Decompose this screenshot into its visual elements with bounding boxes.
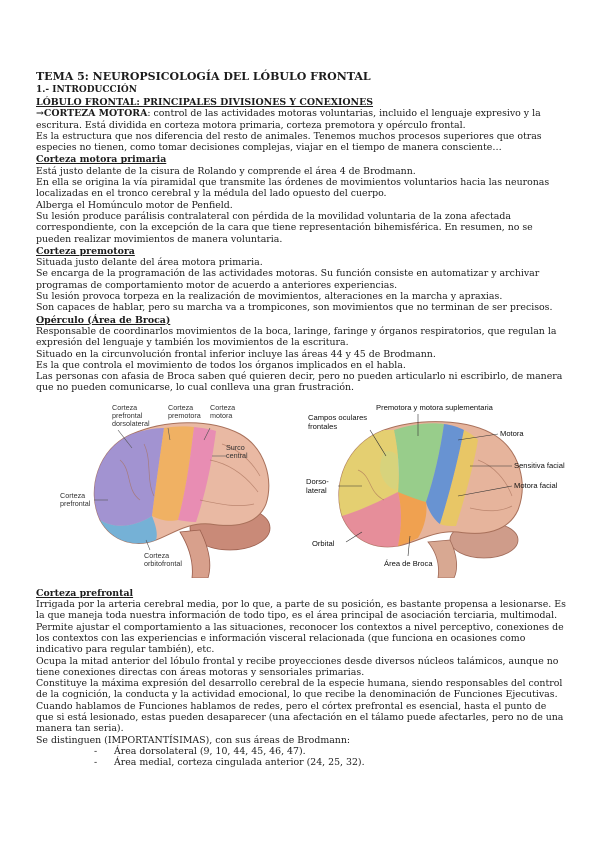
document-page — [36, 70, 566, 768]
paragraph: Cuando hablamos de Funciones hablamos de redes, pero el córtex prefrontal es esencial, hasta el punto de que si está lesionado, estas pueden desaparecer (una afectación en el tálamo puede afectarles, pero no de una manera tan seria). — [36, 700, 564, 735]
intro-paragraph-2: Es la estructura que nos diferencia del resto de animales. Tenemos muchos procesos superiores que otras especies no tienen, como tomar decisiones complejas, viajar en el tiempo de manera consciente… — [36, 130, 542, 154]
paragraph: Está justo delante de la cisura de Rolando y comprende el área 4 de Brodmann. — [36, 165, 416, 177]
paragraph: Irrigada por la arteria cerebral media, por lo que, a parte de su posición, es bastante propensa a lesionarse. Es la que maneja toda nuestra información de todo tipo, es el área principal de asociación terciaria, multimodal. — [36, 599, 566, 622]
label-motora-2: motora — [210, 410, 233, 420]
label-dorsolateral-1: Corteza — [112, 402, 138, 412]
label-campos-1: Campos oculares — [308, 412, 368, 422]
list-item: - Área medial, corteza cingulada anterior (24, 25, 32). — [94, 757, 566, 768]
intro-rest: : control de las actividades motoras voluntarias, incluido el lenguaje expresivo y la escritura. Está dividida en corteza motora primaria, corteza premotora y opérculo frontal. — [36, 108, 541, 131]
brain-illustration-right — [298, 400, 566, 578]
label-campos-2: frontales — [308, 421, 338, 431]
paragraph: Responsable de coordinarlos movimientos de la boca, laringe, faringe y órganos respiratorios, que regulan la expresión del lenguaje y también los movimientos de la escritura. — [36, 325, 557, 349]
label-surco-1: Surco — [226, 442, 245, 452]
heading-motora-primaria: Corteza motora primaria — [36, 154, 167, 166]
label-premotora-suplementaria: Premotora y motora suplementaria — [376, 402, 493, 412]
intro-paragraph — [36, 108, 566, 131]
paragraph: Su lesión provoca torpeza en la realización de movimientos, alteraciones en la marcha y apraxias. — [36, 291, 503, 303]
label-prefrontal-1: Corteza — [60, 490, 86, 500]
paragraph: Situada justo delante del área motora primaria. — [36, 257, 263, 269]
heading-operculo: Opérculo (Área de Broca) — [36, 314, 171, 326]
label-prefrontal-2: prefrontal — [60, 498, 91, 508]
list-item: - Área dorsolateral (9, 10, 44, 45, 46, 47). — [94, 746, 566, 757]
label-broca: Área de Broca — [384, 558, 433, 568]
paragraph: Se encarga de la programación de las actividades motoras. Su función consiste en automatizar y archivar programas de comportamiento motor de acuerdo a anteriores experiencias. — [36, 268, 540, 291]
brain-illustration-left — [60, 400, 290, 578]
heading-prefrontal: Corteza prefrontal — [36, 587, 134, 599]
paragraph: Alberga el Homúnculo motor de Penfield. — [36, 199, 233, 211]
paragraph: Son capaces de hablar, pero su marcha va a trompicones, son movimientos que no terminan de ser precisos. — [36, 302, 553, 314]
paragraph: Se distinguen (IMPORTANTÍSIMAS), con sus áreas de Brodmann: — [36, 734, 351, 746]
brain-figures — [36, 400, 566, 578]
label-orbitofrontal-2: orbitofrontal — [144, 558, 182, 568]
label-motora-facial: Motora facial — [514, 480, 558, 490]
section-heading-divisiones: LÓBULO FRONTAL: PRINCIPALES DIVISIONES Y CONEXIONES — [36, 97, 374, 108]
paragraph: Permite ajustar el comportamiento a las situaciones, reconocer los contextos a nivel perceptivo, conexiones de los contextos con las experiencias e información visceral relacionada (que funciona en ocasiones como indicativo para regular también), etc. — [36, 621, 564, 656]
paragraph: Su lesión produce parálisis contralateral con pérdida de la movilidad voluntaria de la zona afectada correspondiente, con la excepción de la cara que tiene representación bihemisférica. En resumen, no se pueden realizar movimientos de manera voluntaria. — [36, 210, 533, 245]
paragraph: Las personas con afasia de Broca saben qué quieren decir, pero no pueden articularlo ni escribirlo, de manera que no pueden comunicarse, lo cual conlleva una gran frustración. — [36, 371, 563, 394]
section-introduccion: 1.- INTRODUCCIÓN — [36, 85, 137, 95]
label-sensitiva-facial: Sensitiva facial — [514, 460, 565, 470]
paragraph: Ocupa la mitad anterior del lóbulo frontal y recibe proyecciones desde diversos núcleos talámicos, aunque no tiene conexiones directas con áreas motoras y sensoriales primarias. — [36, 655, 559, 678]
label-dorsolateral-2: prefrontal — [112, 410, 143, 420]
label-motora-1: Corteza — [210, 402, 236, 412]
label-dorso-1: Dorso- — [306, 476, 329, 486]
paragraph: Es la que controla el movimiento de todos los órganos implicados en el habla. — [36, 359, 406, 371]
label-premotora-2: premotora — [168, 410, 201, 420]
prefrontal-areas-list — [36, 746, 566, 769]
document-title: TEMA 5: NEUROPSICOLOGÍA DEL LÓBULO FRONTAL — [36, 70, 371, 83]
label-surco-2: central — [226, 450, 248, 460]
paragraph: Constituye la máxima expresión del desarrollo cerebral de la especie humana, siendo responsables del control de la cognición, la conducta y la actividad emocional, lo que recibe la denominación de Funciones Ejecutivas. — [36, 678, 563, 701]
label-premotora-1: Corteza — [168, 402, 194, 412]
label-dorsolateral-3: dorsolateral — [112, 418, 150, 428]
label-orbitofrontal-1: Corteza — [144, 550, 170, 560]
paragraph: Situado en la circunvolución frontal inferior incluye las áreas 44 y 45 de Brodmann. — [36, 348, 436, 360]
heading-premotora: Corteza premotora — [36, 245, 135, 257]
label-dorso-2: lateral — [306, 485, 327, 495]
label-motora: Motora — [500, 428, 524, 438]
intro-strong: →CORTEZA MOTORA — [36, 108, 148, 120]
label-orbital: Orbital — [312, 538, 335, 548]
paragraph: En ella se origina la vía piramidal que transmite las órdenes de movimientos voluntarios hacia las neuronas localizadas en el tronco cerebral y la médula del lado opuesto del cuerpo. — [36, 177, 550, 200]
